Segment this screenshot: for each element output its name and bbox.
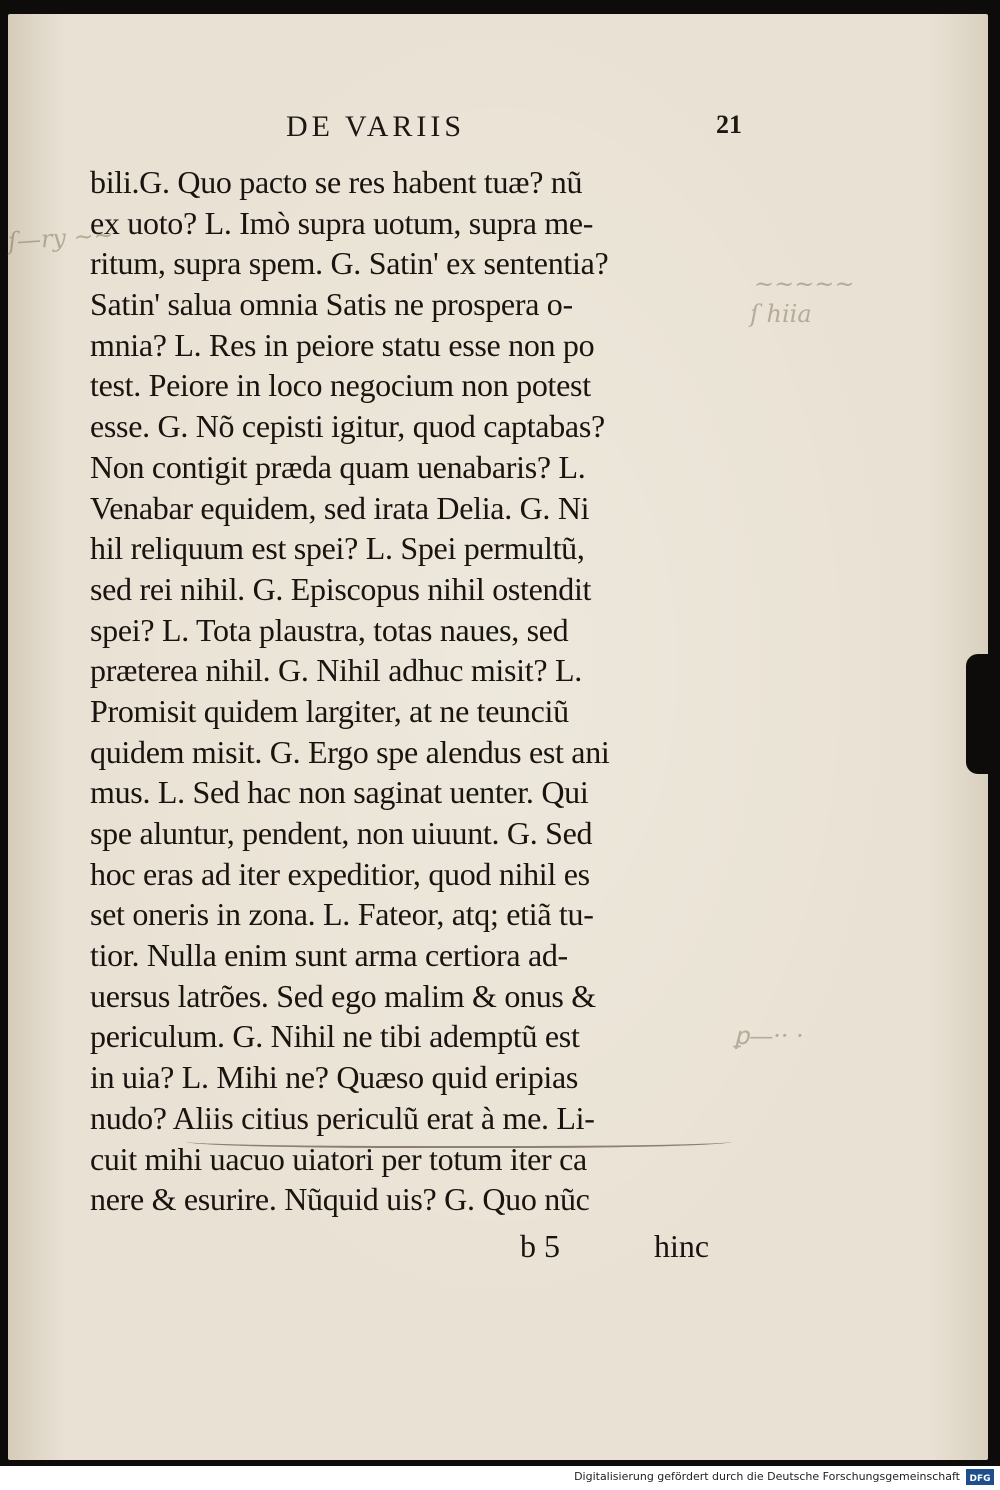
folio-number: 21 [716,110,742,139]
text-line: ritum, supra spem. G. Satin' ex sententia? [90,245,609,282]
text-line: periculum. G. Nihil ne tibi ademptũ est [90,1018,580,1055]
text-line: nere & esurire. Nũquid uis? G. Quo nũc [90,1181,590,1218]
text-line: Venabar equidem, sed irata Delia. G. Ni [90,489,590,526]
book-page [8,14,988,1460]
text-line: mnia? L. Res in peiore statu esse non po [90,326,595,363]
page-edge-shadow [966,654,988,774]
text-line: Satin' salua omnia Satis ne prospera o- [90,286,573,323]
marginal-annotation: ſ hiia [750,300,812,328]
text-line: Promisit quidem largiter, at ne teunciũ [90,692,569,729]
funding-credit: Digitalisierung gefördert durch die Deutsche Forschungsgemeinschaft [574,1470,960,1483]
text-line: set oneris in zona. L. Fateor, atq; etiã tu- [90,896,594,933]
dfg-logo-icon [966,1469,994,1485]
page-footer-marks [90,1228,740,1272]
text-line: nudo? Aliis citius periculũ erat à me. Li- [90,1099,595,1136]
text-line: in uia? L. Mihi ne? Quæso quid eripias [90,1059,579,1096]
running-title: DE VARIIS [286,110,466,143]
text-line: Non contigit præda quam uenabaris? L. [90,448,586,485]
marginal-annotation: ꝑ—·· · [734,1022,804,1050]
text-line: tior. Nulla enim sunt arma certiora ad- [90,937,568,974]
handwritten-underline [186,1132,732,1148]
signature-mark: b 5 [520,1228,560,1264]
text-line: uersus latrões. Sed ego malim & onus & [90,977,596,1014]
marginal-annotation: ſ—ry ~~ [7,220,115,256]
text-line: hoc eras ad iter expeditior, quod nihil es [90,855,590,892]
text-line: sed rei nihil. G. Episcopus nihil ostendit [90,570,592,607]
text-line: præterea nihil. G. Nihil adhuc misit? L. [90,652,582,689]
text-line: ex uoto? L. Imò supra uotum, supra me- [90,204,594,241]
text-line: spei? L. Tota plaustra, totas naues, sed [90,611,569,648]
catchword: hinc [654,1228,710,1264]
marginal-annotation: ~~~~~ [754,270,855,298]
body-text [90,162,740,1220]
svg-text:DFG: DFG [969,1474,991,1484]
text-line: spe aluntur, pendent, non uiuunt. G. Sed [90,815,593,851]
text-line: hil reliquum est spei? L. Spei permultũ, [90,530,585,567]
text-line: mus. L. Sed hac non saginat uenter. Qui [90,774,589,811]
text-line: test. Peiore in loco negocium non potest [90,367,591,404]
text-line: bili.G. Quo pacto se res habent tuæ? nũ [90,164,583,200]
digitization-footer [0,1466,1000,1490]
running-head [8,110,988,150]
text-line: quidem misit. G. Ergo spe alendus est ani [90,733,610,770]
text-line: esse. G. Nõ cepisti igitur, quod captabas? [90,408,605,445]
text-line: cuit mihi uacuo uiatori per totum iter ca [90,1140,587,1177]
